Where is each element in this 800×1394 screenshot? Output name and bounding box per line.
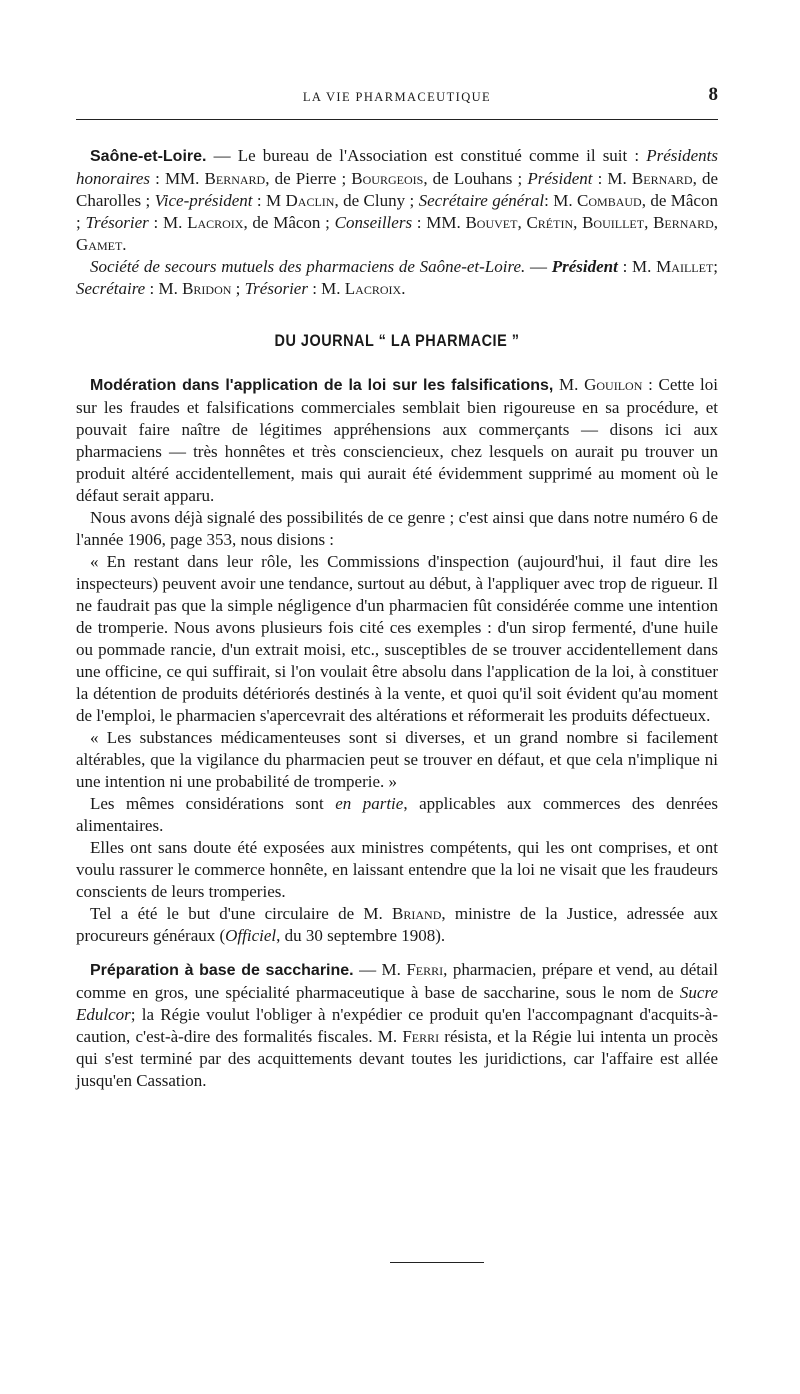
text: — M. (353, 960, 407, 979)
moderation-p2: Nous avons déjà signalé des possibilités de ce genre ; c'est ainsi que dans notre numéro 6 de l'année 1906, page 353, nous disions : (76, 508, 718, 549)
text: ; la Régie voulut l'obliger à n'expédier ce produit qu'en l'accompagnant d'acquits-à-caution, c'est-à-dire des formalités fiscales. M. (76, 1005, 718, 1046)
text: ; (713, 257, 719, 276)
text: , ministre de la Justice, adressée aux procureurs généraux ( (76, 904, 718, 945)
moderation-p6: Elles ont sans doute été exposées aux ministres compétents, qui les ont comprises, et ont voulu rassurer le commerce honnête, en laissant entendre que la loi ne visait que les fraudeurs conscients de leurs tromperies. (76, 838, 718, 901)
moderation-p7 (76, 903, 718, 947)
name: Bourgeois (351, 169, 424, 188)
text: — (525, 257, 552, 276)
text: , de Pierre ; (265, 169, 352, 188)
label-tresorier: Trésorier (244, 279, 308, 298)
text: , de Mâcon ; (243, 213, 335, 232)
quote-p1: « En restant dans leur rôle, les Commissions d'inspection (aujourd'hui, il faut dire les inspecteurs) peuvent avoir une tendance, surtout au début, à l'appliquer avec trop de rigueur. Il ne faudrait pas que la simple négligence d'un pharmacien fût considérée comme une intention de tromperie. Nous avons plusieurs fois cité ces exemples : d'un sirop fermenté, d'une huile ou pommade rancie, d'un extrait moisi, etc., susceptibles de se trouver accidentellement dans une officine, ce qui suffirait, si l'on voulait être absolu dans l'application de la loi, à constituer la détention de produits détériorés destinés à la vente, et quoi qu'il soit évident qu'au moment de l'emploi, le pharmacien s'apercevrait des altérations et réformerait les produits défectueux. (76, 552, 718, 725)
text: . (122, 235, 127, 254)
text: : M. (148, 213, 188, 232)
text: , de Mâcon ; (76, 191, 718, 232)
spacer (76, 947, 718, 959)
page-number: 8 (708, 84, 718, 105)
text: : MM. (150, 169, 205, 188)
header-rule (76, 119, 718, 120)
text: , du 30 septembre 1908). (276, 926, 446, 945)
section-title: DU JOURNAL “ LA PHARMACIE ” (274, 331, 520, 350)
name: Briand (392, 904, 442, 923)
text: Tel a été le but d'une circulaire de M. (90, 904, 393, 923)
text: , de Louhans ; (423, 169, 528, 188)
running-title: LA VIE PHARMACEUTIQUE (302, 90, 492, 104)
publication: Officiel (225, 926, 277, 945)
name: Lacroix (187, 213, 244, 232)
text: , de Cluny ; (334, 191, 419, 210)
text: : Cette loi sur les fraudes et falsifications commerciales semblait bien rigoureuse en sa procédure, et pouvait faire naître de légitimes appréhensions aux commerçants — disons ici aux pharmaciens — très honnêtes et très consciencieux, chez lesquels on aurait pu trouver un produit altéré accidentellement, mais qui aurait été évidemment supprimé au moment où le défaut serait apparu. (76, 375, 718, 505)
name: Daclin (285, 191, 335, 210)
name: Combaud (577, 191, 642, 210)
text: ; (231, 279, 245, 298)
page-body (76, 145, 718, 1092)
name: Ferri (402, 1027, 440, 1046)
label-vice-president: Vice-président (154, 191, 253, 210)
name: Ferri (406, 960, 444, 979)
name: Bernard (204, 169, 266, 188)
moderation-paragraph (76, 374, 718, 507)
text: : M (252, 191, 286, 210)
text: , applicables aux commerces des denrées alimentaires. (76, 794, 718, 835)
author: Gouilon (584, 375, 643, 394)
label-secretaire: Secrétaire (76, 279, 146, 298)
label-president: Président (551, 257, 618, 276)
text: , de Charolles ; (76, 169, 718, 210)
text: Les mêmes considérations sont (90, 794, 336, 813)
quote-p2: « Les substances médicamenteuses sont si diverses, et un grand nombre si facilement altérables, que la vigilance du pharmacien peut se trouver en défaut, et que cela n'implique ni une intention ni une probabilité de tromperie. » (76, 728, 718, 791)
label-president: Président (527, 169, 593, 188)
name: Lacroix (344, 279, 402, 298)
saone-heading: Saône-et-Loire. (90, 148, 207, 165)
emphasis: en partie (335, 794, 404, 813)
text: : MM. (412, 213, 466, 232)
text: : M. (544, 191, 578, 210)
name: Maillet (656, 257, 714, 276)
text: . (401, 279, 406, 298)
label-presidents: Présidents honoraires (76, 146, 718, 188)
societe-paragraph (76, 256, 718, 300)
label-conseillers: Conseillers (334, 213, 413, 232)
text: : M. (617, 257, 657, 276)
moderation-p5 (76, 793, 718, 837)
saccharine-paragraph (76, 959, 718, 1092)
label-secretaire: Secrétaire général (418, 191, 545, 210)
text: , pharmacien, prépare et vend, au détail comme en gros, une spécialité pharmaceutique à base de saccharine, sous le nom de (76, 960, 718, 1002)
name: Bernard (631, 169, 693, 188)
text: : M. (592, 169, 632, 188)
text: : M. (307, 279, 345, 298)
end-rule (390, 1262, 484, 1263)
saone-paragraph (76, 145, 718, 256)
running-head (76, 84, 718, 112)
saccharine-heading: Préparation à base de saccharine. (90, 962, 354, 979)
moderation-heading: Modération dans l'application de la loi sur les falsifications, (90, 377, 554, 394)
text: — Le bureau de l'Association est constitué comme il suit : (206, 146, 647, 165)
product-name: Sucre Edulcor (76, 983, 718, 1024)
names: Bouvet, Crétin, Bouillet, Bernard, Gamet (76, 213, 718, 254)
text: M. (553, 375, 585, 394)
text: : M. (145, 279, 183, 298)
text: résista, et la Régie lui intenta un procès qui s'est terminé par des acquittements devant toutes les juridictions, car l'affaire est allée jusqu'en Cassation. (76, 1027, 718, 1090)
label-societe: Société de secours mutuels des pharmaciens de Saône-et-Loire. (90, 257, 526, 276)
name: Bridon (182, 279, 232, 298)
label-tresorier: Trésorier (85, 213, 149, 232)
